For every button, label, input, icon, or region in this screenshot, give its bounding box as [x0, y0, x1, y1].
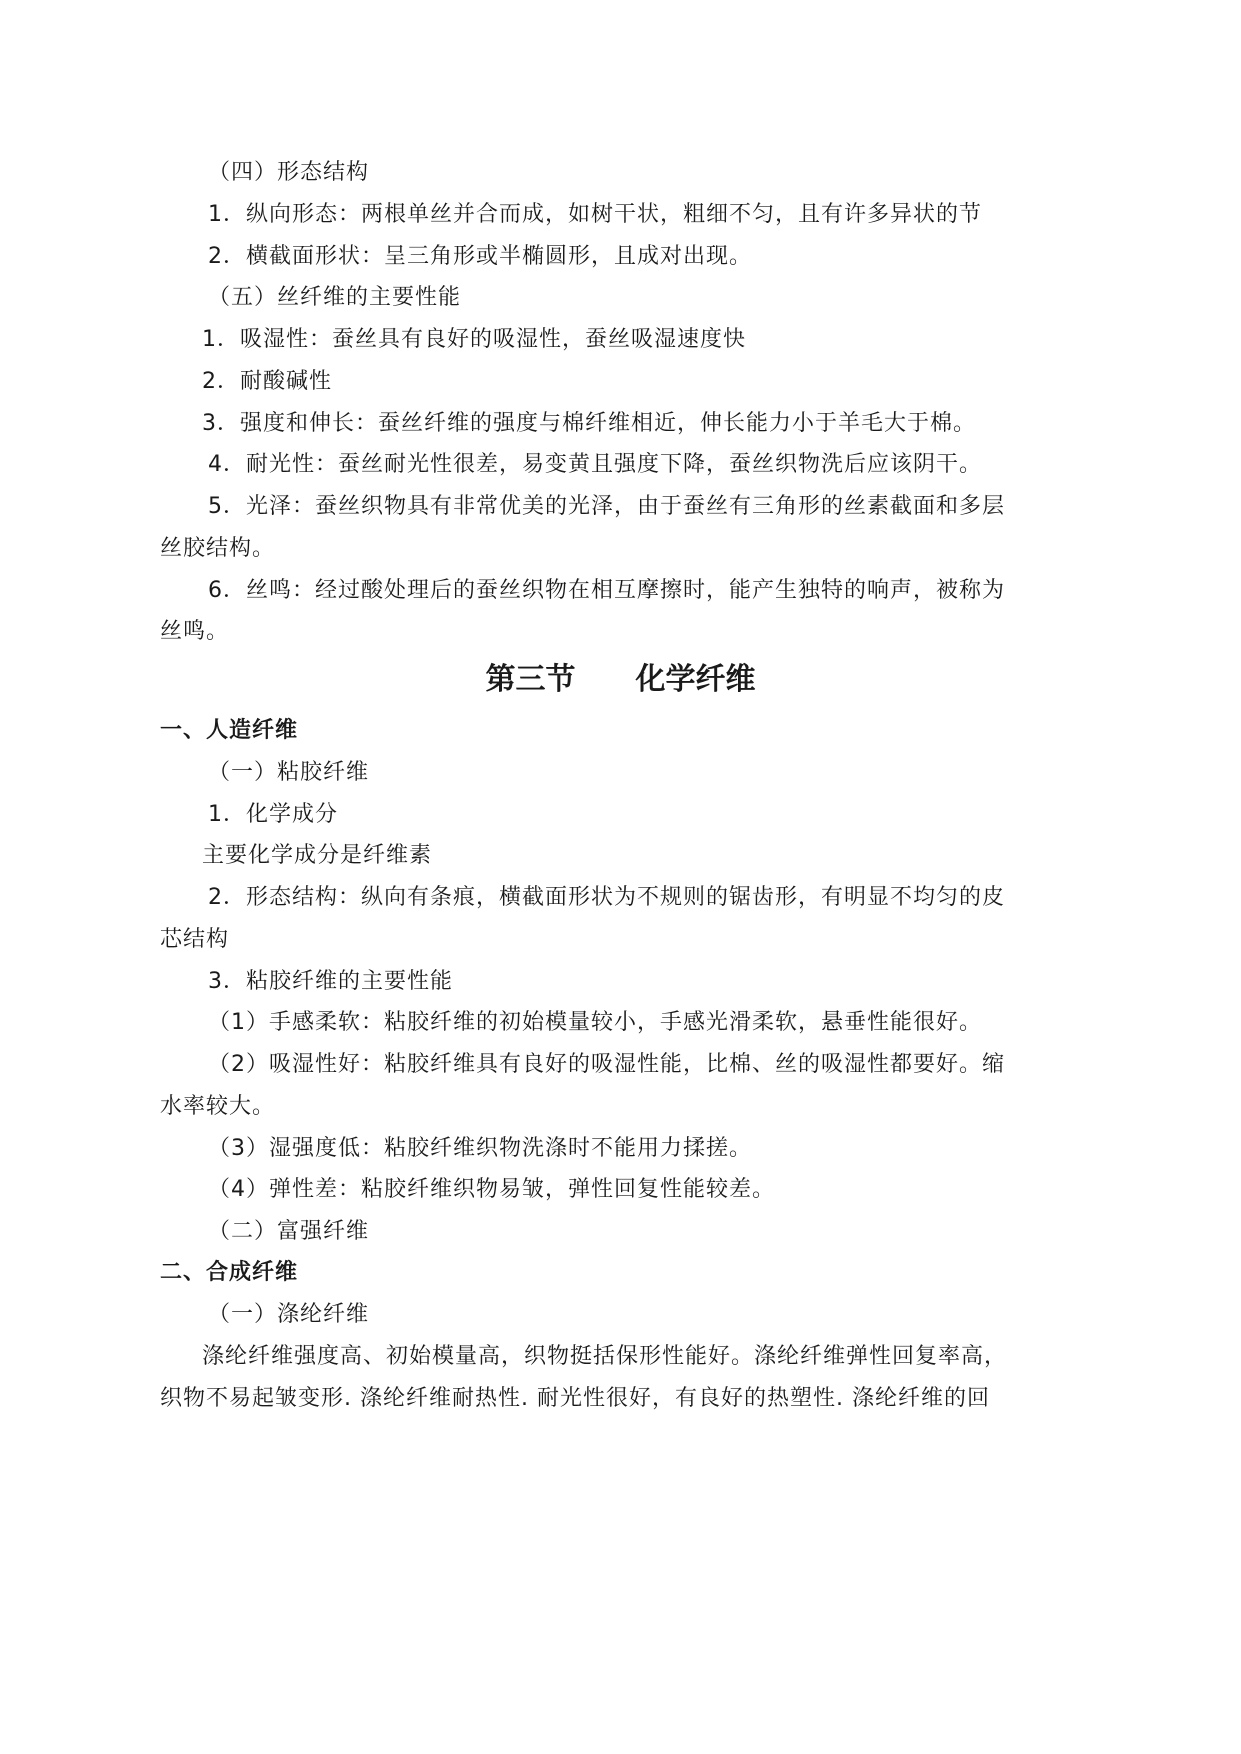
paragraph-line: （2）吸湿性好：粘胶纤维具有良好的吸湿性能，比棉、丝的吸湿性都要好。缩 — [208, 1052, 1005, 1077]
paragraph-line: 2．形态结构：纵向有条痕，横截面形状为不规则的锯齿形，有明显不均匀的皮 — [208, 885, 1005, 910]
paragraph-line: （3）湿强度低：粘胶纤维织物洗涤时不能用力揉搓。 — [208, 1136, 752, 1161]
subsection-heading-polyester: （一）涤纶纤维 — [208, 1302, 370, 1327]
paragraph-line: 织物不易起皱变形. 涤纶纤维耐热性. 耐光性很好，有良好的热塑性. 涤纶纤维的回 — [160, 1386, 990, 1411]
subsection-heading-morphology: （四）形态结构 — [208, 160, 370, 185]
paragraph-line: 2．耐酸碱性 — [202, 369, 332, 394]
heading-artificial-fibers: 一、人造纤维 — [160, 718, 299, 743]
paragraph-line: 3．粘胶纤维的主要性能 — [208, 969, 453, 994]
paragraph-line: 3．强度和伸长：蚕丝纤维的强度与棉纤维相近，伸长能力小于羊毛大于棉。 — [202, 411, 976, 436]
paragraph-line: （4）弹性差：粘胶纤维织物易皱，弹性回复性能较差。 — [208, 1177, 775, 1202]
paragraph-line: 1．纵向形态：两根单丝并合而成，如树干状，粗细不匀，且有许多异状的节 — [208, 202, 982, 227]
paragraph-line: 水率较大。 — [160, 1094, 276, 1119]
paragraph-line: 丝胶结构。 — [160, 536, 276, 561]
paragraph-line: 2．横截面形状：呈三角形或半椭圆形，且成对出现。 — [208, 244, 752, 269]
subsection-heading-viscose: （一）粘胶纤维 — [208, 760, 370, 785]
heading-synthetic-fibers: 二、合成纤维 — [160, 1260, 299, 1285]
paragraph-line: 芯结构 — [160, 927, 230, 952]
paragraph-line: （1）手感柔软：粘胶纤维的初始模量较小，手感光滑柔软，悬垂性能很好。 — [208, 1010, 982, 1035]
paragraph-line: 1．吸湿性：蚕丝具有良好的吸湿性，蚕丝吸湿速度快 — [202, 327, 746, 352]
subsection-heading-silk-properties: （五）丝纤维的主要性能 — [208, 285, 462, 310]
section-title: 第三节 化学纤维 — [485, 662, 756, 697]
paragraph-line: 主要化学成分是纤维素 — [202, 843, 433, 868]
paragraph-line: 丝鸣。 — [160, 619, 230, 644]
paragraph-line: 5．光泽：蚕丝织物具有非常优美的光泽，由于蚕丝有三角形的丝素截面和多层 — [208, 494, 1005, 519]
paragraph-line: 1．化学成分 — [208, 802, 338, 827]
paragraph-line: 4．耐光性：蚕丝耐光性很差，易变黄且强度下降，蚕丝织物洗后应该阴干。 — [208, 452, 982, 477]
paragraph-line: 6．丝鸣：经过酸处理后的蚕丝织物在相互摩擦时，能产生独特的响声，被称为 — [208, 578, 1005, 603]
subsection-heading-polynosic: （二）富强纤维 — [208, 1219, 370, 1244]
paragraph-line: 涤纶纤维强度高、初始模量高，织物挺括保形性能好。涤纶纤维弹性回复率高， — [202, 1344, 1008, 1369]
